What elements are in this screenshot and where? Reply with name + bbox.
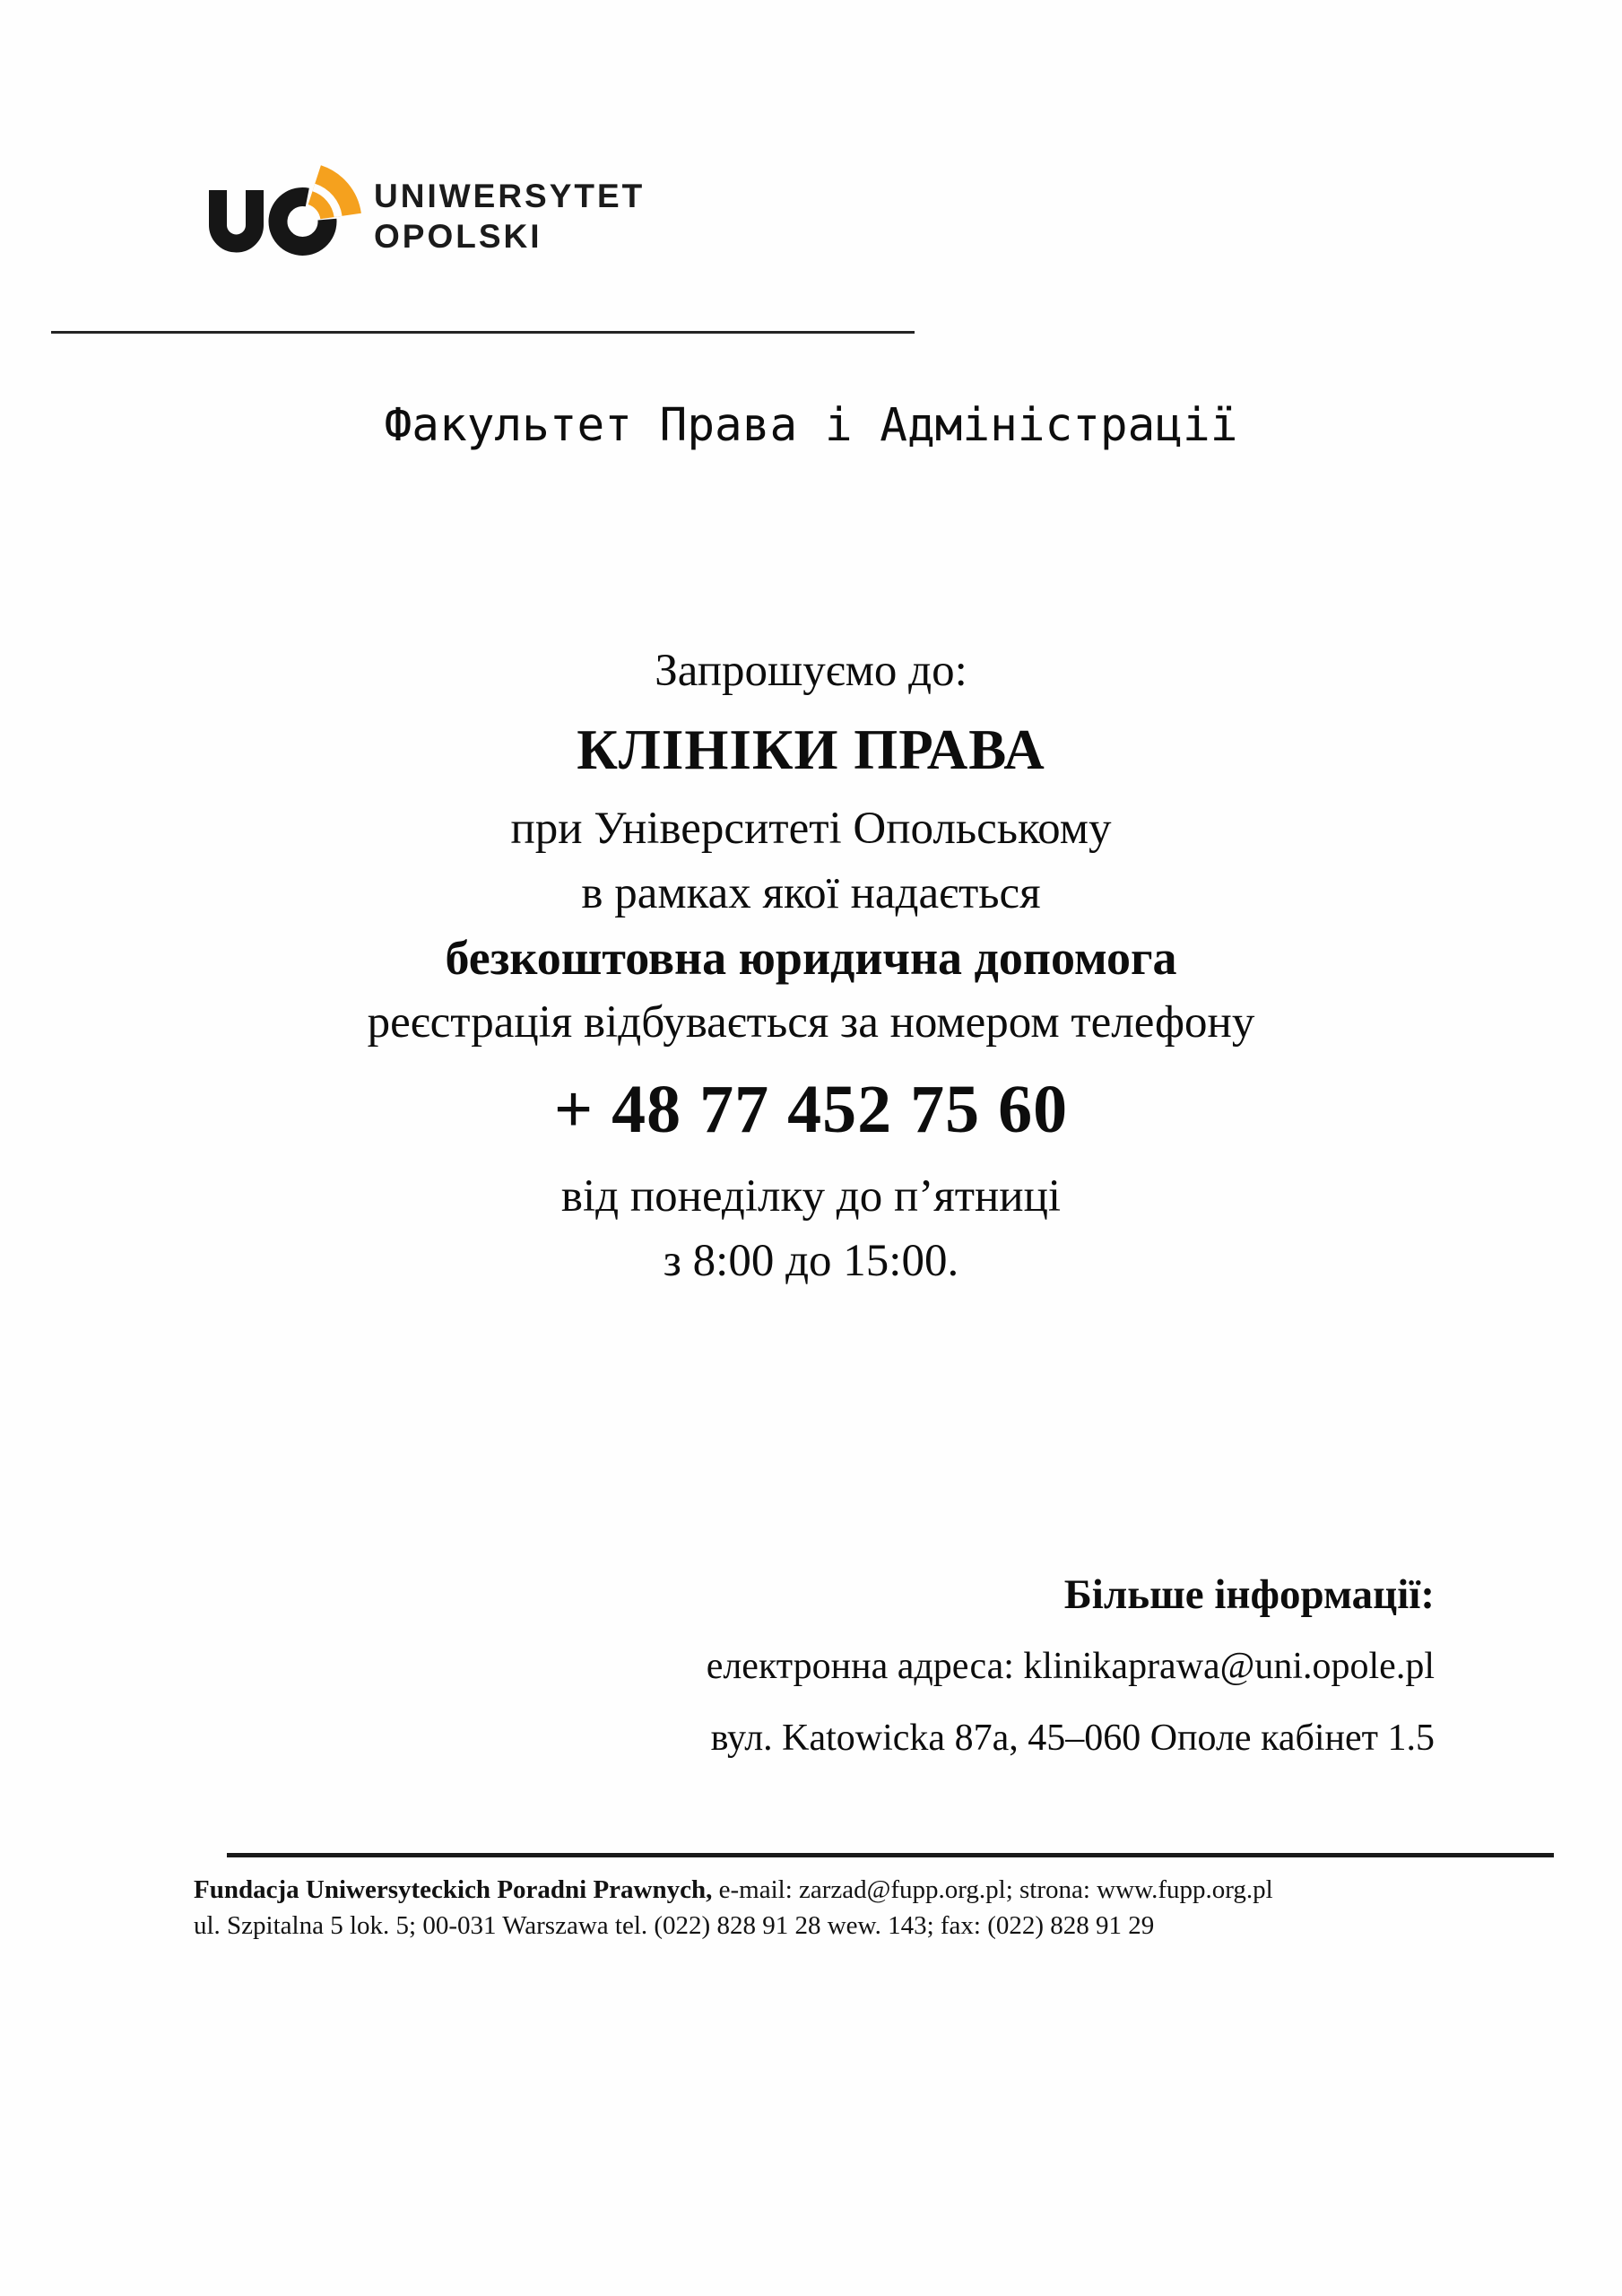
university-name xyxy=(374,160,645,257)
footer-line-2: ul. Szpitalna 5 lok. 5; 00-031 Warszawa tel. (022) 828 91 28 wew. 143; fax: (022) 828 91 29 xyxy=(194,1911,1155,1940)
university-name-line1: UNIWERSYTET xyxy=(374,178,646,214)
footer xyxy=(194,1853,1574,1944)
invite-line-university: при Університеті Опольському xyxy=(510,804,1112,854)
invitation-block xyxy=(0,639,1622,1293)
invite-intro: Запрошуємо до: xyxy=(655,646,967,696)
clinic-title: КЛІНІКИ ПРАВА xyxy=(577,718,1045,781)
weekdays-line: від понеділку до п’ятниці xyxy=(560,1171,1062,1222)
faculty-title: Факультет Права і Адміністрації xyxy=(384,399,1238,452)
registration-line: реєстрація відбувається за номером телефону xyxy=(367,997,1255,1048)
footer-line-1 xyxy=(194,1872,1574,1908)
university-name-line2: OPOLSKI xyxy=(374,218,542,255)
hours-line: з 8:00 до 15:00. xyxy=(663,1236,959,1286)
footer-contacts: e-mail: zarzad@fupp.org.pl; strona: www.fupp.org.pl xyxy=(712,1875,1273,1904)
more-info-heading: Більше інформації: xyxy=(1063,1571,1435,1618)
invite-line-framework: в рамках якої надається xyxy=(581,868,1041,918)
uo-logo-icon xyxy=(209,160,367,258)
university-logo xyxy=(209,160,645,258)
free-legal-aid-line: безкоштовна юридична допомога xyxy=(445,931,1177,985)
header-divider xyxy=(51,331,915,334)
email-line: електронна адреса: klinikaprawa@uni.opole.pl xyxy=(706,1646,1435,1687)
address-line: вул. Katowicka 87a, 45–060 Ополе кабінет 1.5 xyxy=(710,1718,1435,1759)
phone-number: + 48 77 452 75 60 xyxy=(553,1072,1069,1147)
more-info-block xyxy=(707,1559,1435,1774)
footer-divider xyxy=(227,1853,1554,1857)
foundation-name: Fundacja Uniwersyteckich Poradni Prawnych, xyxy=(194,1875,713,1904)
